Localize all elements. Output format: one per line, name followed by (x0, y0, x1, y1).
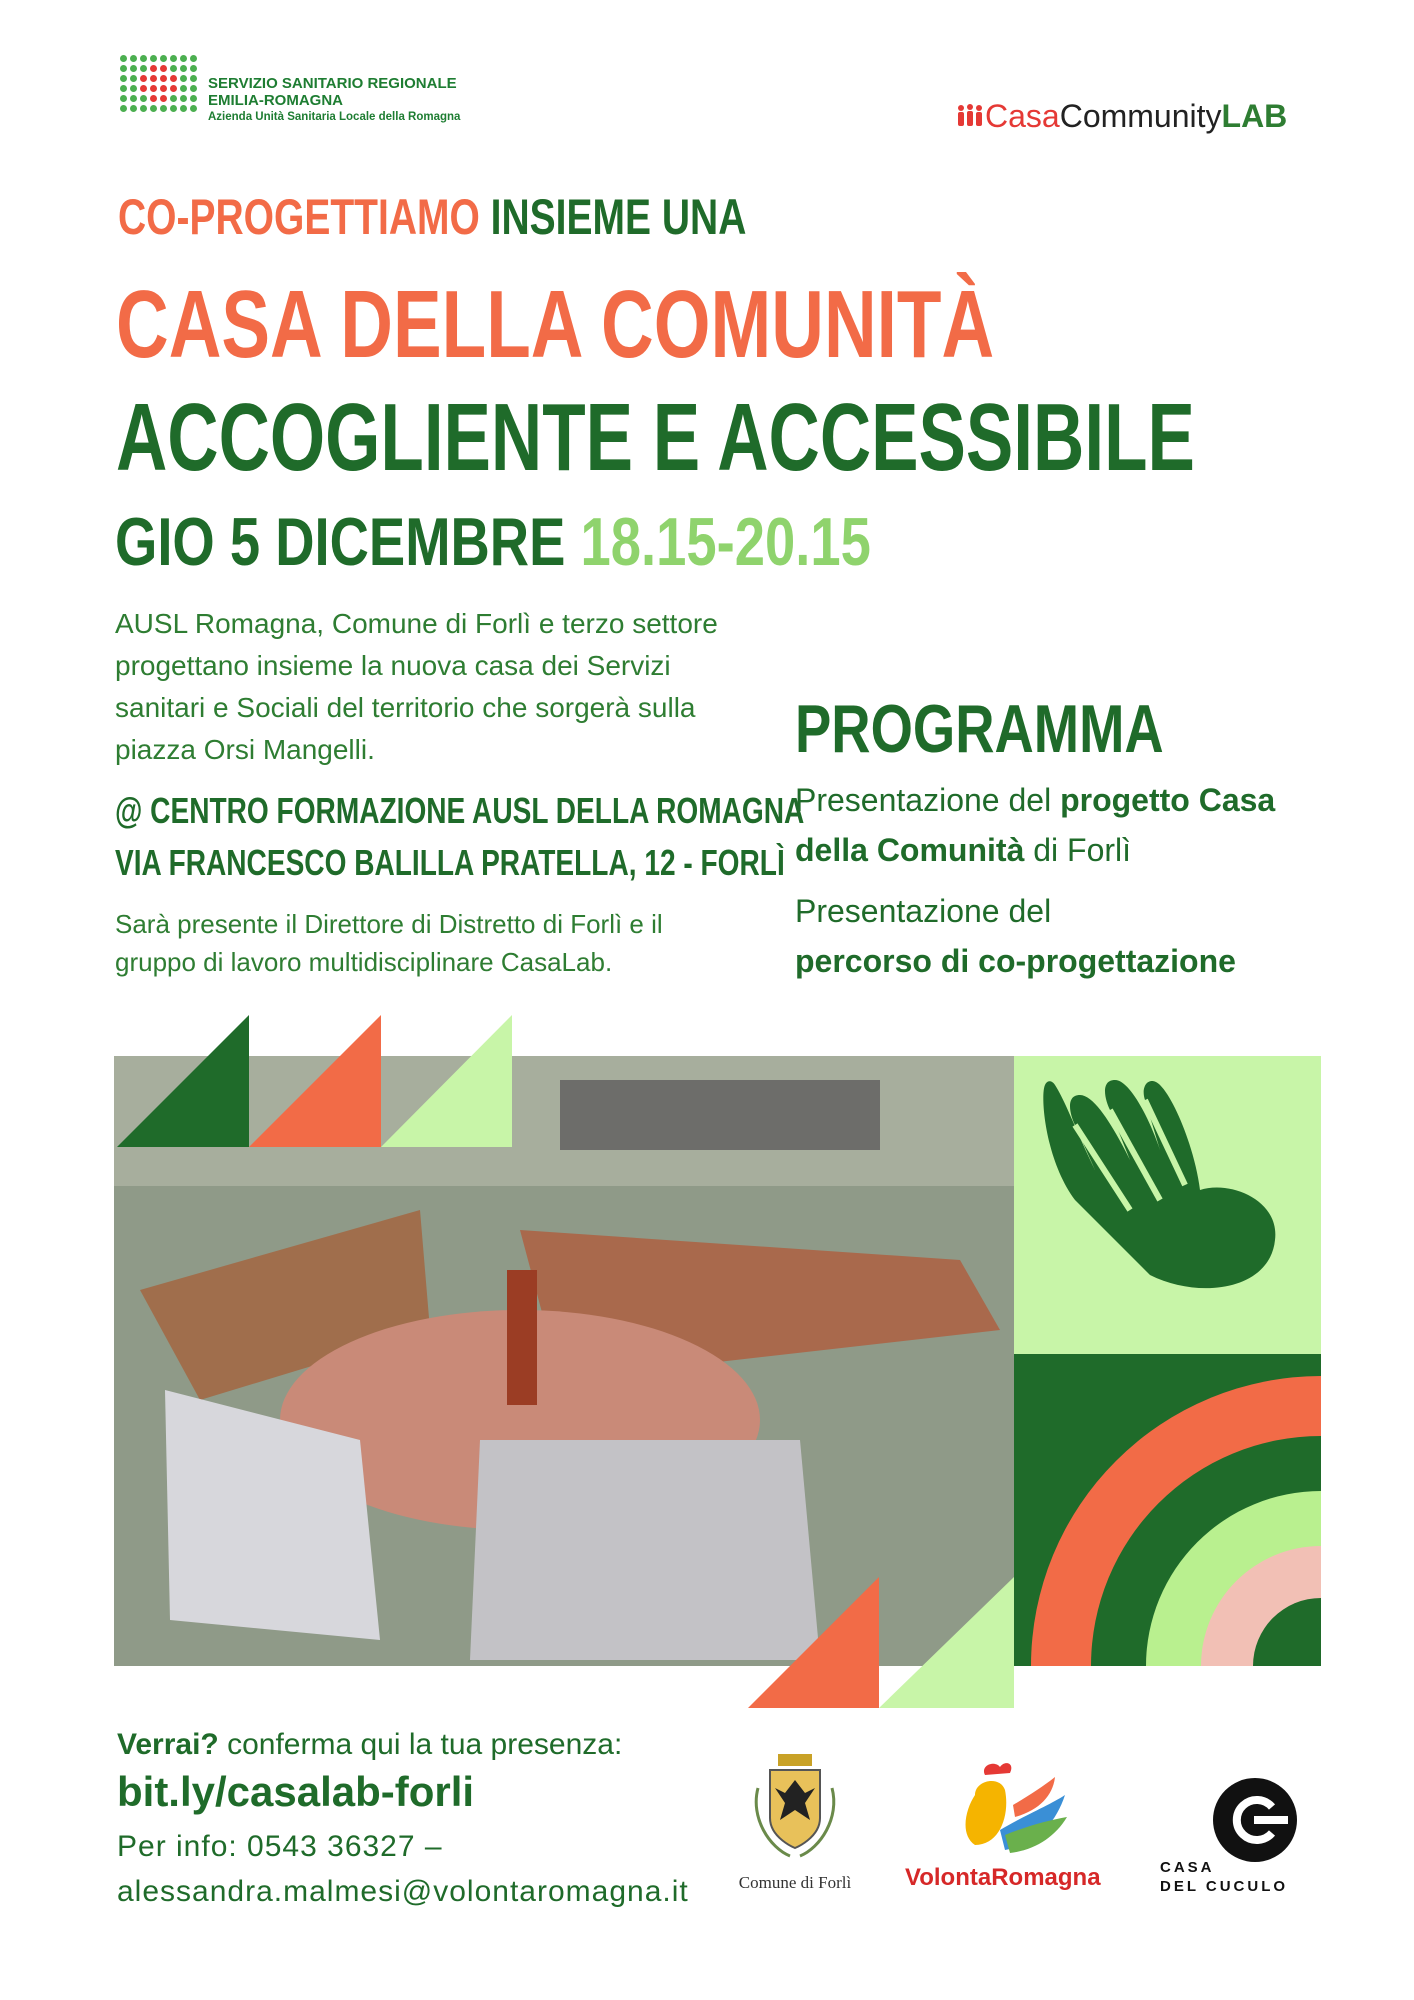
venue-line1: @ CENTRO FORMAZIONE AUSL DELLA ROMAGNA (115, 790, 805, 831)
comune-forli-logo (730, 1748, 860, 1898)
programma-heading: PROGRAMMA (795, 691, 1164, 767)
ssr-line2: EMILIA-ROMAGNA (208, 92, 343, 109)
title-pre-orange: CO-PROGETTIAMO (118, 189, 480, 245)
cuculo-label-1: CASA (1160, 1859, 1215, 1876)
ssr-line3: Azienda Unità Sanitaria Locale della Romagna (208, 111, 461, 123)
rsvp-text: conferma qui la tua presenza: (218, 1728, 623, 1761)
cuculo-label-2: DEL CUCULO (1160, 1878, 1289, 1895)
intro-text: AUSL Romagna, Comune di Forlì e terzo settore progettano insieme la nuova casa dei Servizi sanitari e Sociali del territorio che sorgerà sulla piazza Orsi Mangelli. (115, 608, 718, 765)
rooster-icon (955, 1755, 1075, 1865)
rsvp-line (117, 1728, 622, 1762)
rsvp-bold: Verrai? (117, 1728, 219, 1761)
cc-community: Community (1059, 97, 1222, 134)
volontaromagna-logo (905, 1755, 1125, 1905)
event-time: 18.15-20.15 (580, 504, 871, 580)
info-email[interactable]: alessandra.malmesi@volontaromagna.it (117, 1875, 689, 1908)
title-pre-green: INSIEME UNA (490, 189, 747, 245)
intro-note: Sarà presente il Direttore di Distretto di Forlì e il gruppo di lavoro multidisciplinare CasaLab. (115, 909, 663, 977)
volontaromagna-label: VolontaRomagna (905, 1864, 1101, 1891)
coat-of-arms-icon (730, 1748, 860, 1868)
aerial-photo (114, 1056, 1014, 1666)
ssr-line1: SERVIZIO SANITARIO REGIONALE (208, 75, 457, 92)
venue-line2: VIA FRANCESCO BALILLA PRATELLA, 12 - FORLÌ (115, 842, 785, 883)
programma-item2-pre: Presentazione del (795, 893, 1052, 929)
programma-item1-pre: Presentazione del (795, 782, 1061, 818)
programma-item2-bold: percorso di co-progettazione (795, 943, 1236, 979)
cc-casa: Casa (985, 97, 1060, 134)
comune-forli-label: Comune di Forlì (738, 1873, 852, 1892)
cuculo-icon (1210, 1775, 1300, 1865)
casa-del-cuculo-logo (1160, 1775, 1310, 1895)
cc-lab: LAB (1221, 97, 1288, 134)
title-line1: CASA DELLA COMUNITÀ (116, 271, 995, 378)
rsvp-link[interactable]: bit.ly/casalab-forli (117, 1768, 475, 1815)
title-line2: ACCOGLIENTE E ACCESSIBILE (116, 384, 1195, 491)
info-phone: Per info: 0543 36327 – (117, 1830, 443, 1863)
programma-item1-post: di Forlì (1024, 832, 1132, 868)
programma-item1-bold: progetto Casa della Comunità (795, 782, 1276, 868)
event-date: GIO 5 DICEMBRE (115, 504, 566, 580)
